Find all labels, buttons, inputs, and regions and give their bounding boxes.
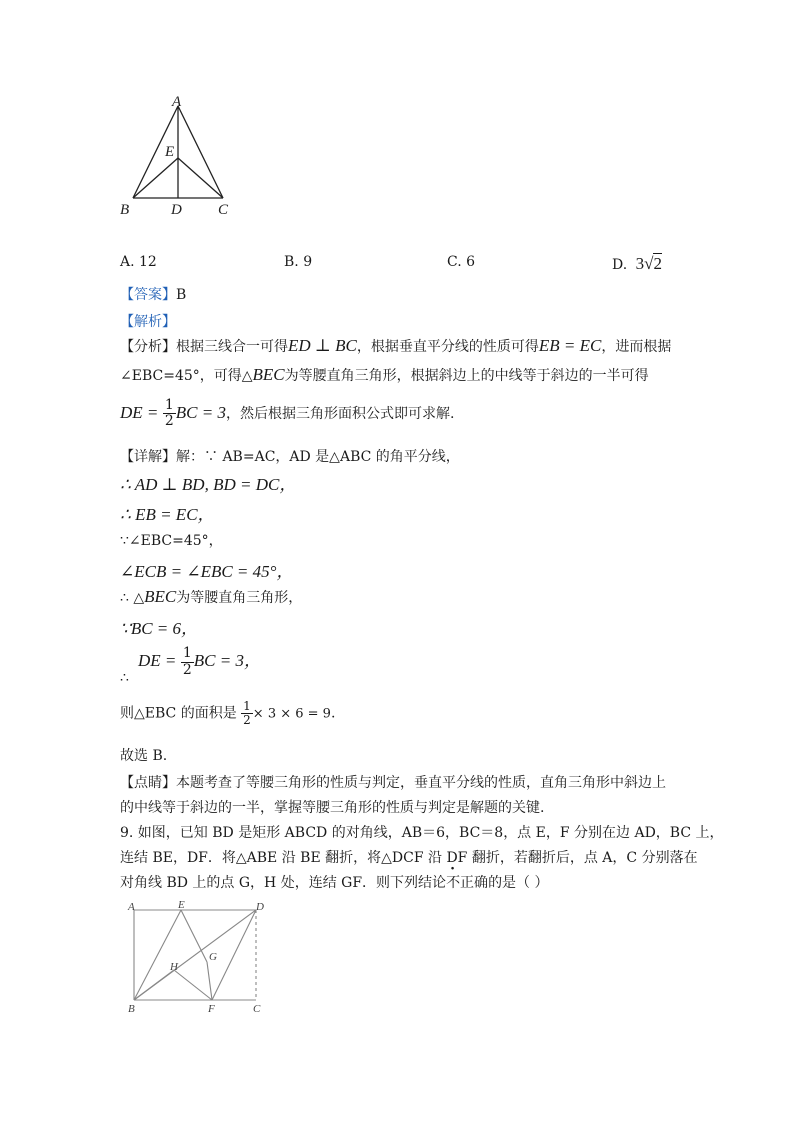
frac-num: 1 (182, 645, 192, 662)
detail-math: BC = 3， (193, 651, 261, 670)
dianjing-line-2: 的中线等于斜边的一半，掌握等腰三角形的性质与判定是解题的关键. (120, 800, 545, 816)
label-a: A (172, 94, 182, 110)
q9-line-2: 连结 BE，DF．将△ABE 沿 BE 翻折，将△DCF 沿 DF 翻折，若翻折后，点 A，C 分别落在 (120, 850, 698, 866)
q9-text: 对角线 BD 上的点 G，H 处，连结 GF．则下列结论 (120, 875, 447, 891)
line-fh (174, 970, 212, 1000)
fenxi-text: 为等腰直角三角形，根据斜边上的中线等于斜边的一半可得 (284, 368, 649, 384)
label-b: B (128, 1003, 135, 1015)
dianjing-line-1 (120, 772, 666, 792)
label-f: F (208, 1003, 215, 1015)
label-e: E (165, 144, 175, 160)
detail-text: × 3 × 6 = 9 (252, 706, 331, 722)
fenxi-math: ED ⊥ BC (288, 336, 357, 355)
detail-math: BEC (144, 587, 177, 606)
fenxi-line-3 (120, 398, 454, 430)
frac-num: 1 (243, 699, 251, 713)
detail-text: 则△EBC 的面积是 (120, 705, 237, 722)
q9-emphasis: 不正确 (446, 875, 489, 891)
option-c: C. 6 (447, 254, 476, 270)
fenxi-math: BC = 3 (175, 402, 226, 422)
line-eg (181, 910, 207, 962)
line-bh (134, 970, 174, 1000)
line-be (134, 910, 181, 1000)
detail-tag: 【详解】 (120, 449, 176, 465)
option-d (612, 254, 662, 274)
detail-therefore: ∴ (120, 670, 129, 686)
rectangle-figure (122, 898, 272, 1020)
label-b: B (120, 202, 130, 218)
option-d-value: 3 (635, 254, 645, 273)
detail-line-10: 故选 B. (120, 748, 168, 764)
fenxi-text: ∠EBC=45°，可得△ (120, 368, 253, 384)
detail-line-7: ∵BC = 6， (120, 619, 199, 638)
detail-line-4: ∵∠EBC=45°， (120, 533, 223, 549)
answer-line (120, 284, 186, 304)
detail-text: . (330, 705, 336, 722)
fenxi-text: ，然后根据三角形面积公式即可求解. (225, 405, 455, 422)
dianjing-text: 本题考查了等腰三角形的性质与判定，垂直平分线的性质，直角三角形中斜边上 (176, 775, 666, 791)
detail-line-9 (120, 700, 335, 727)
frac-num: 1 (164, 397, 174, 413)
q9-text: 的是（ ） (488, 875, 549, 891)
label-g: G (209, 951, 217, 963)
line-ec (178, 158, 223, 198)
fraction-half (241, 700, 253, 727)
fenxi-math: EB = EC (538, 336, 602, 355)
label-a: A (128, 901, 135, 913)
q9-line-1: 9. 如图，已知 BD 是矩形 ABCD 的对角线，AB＝6，BC＝8，点 E，F 分别在边 AD，BC 上， (120, 825, 724, 841)
detail-line-3: ∴ EB = EC， (120, 505, 215, 524)
detail-math: DE = (138, 651, 177, 670)
option-b: B. 9 (284, 254, 313, 270)
detail-text: ∴ △ (120, 590, 145, 606)
line-ac (178, 106, 223, 198)
answer-tag: 【答案】 (120, 287, 176, 303)
frac-den: 2 (182, 661, 192, 678)
fraction-half (163, 398, 176, 430)
detail-line-1 (120, 446, 460, 466)
option-a: A. 12 (120, 254, 157, 270)
label-c: C (218, 202, 229, 218)
fenxi-math: BEC (252, 365, 285, 384)
line-eb (133, 158, 178, 198)
label-d: D (256, 901, 264, 913)
fenxi-text: ，根据垂直平分线的性质可得 (356, 339, 539, 355)
q9-line-3 (120, 872, 549, 892)
detail-text: 为等腰直角三角形， (176, 590, 303, 606)
label-c: C (253, 1003, 261, 1015)
fenxi-tag: 【分析】 (120, 339, 176, 355)
frac-den: 2 (164, 413, 174, 430)
fenxi-line-1 (120, 336, 671, 356)
fenxi-line-2 (120, 365, 649, 385)
fenxi-math: DE = (120, 402, 159, 422)
line-df (212, 910, 256, 1000)
label-e: E (178, 899, 185, 911)
line-gf (207, 962, 212, 1000)
fenxi-text: ，进而根据 (601, 339, 672, 355)
detail-line-5: ∠ECB = ∠EBC = 45°， (120, 562, 294, 581)
detail-line-8 (138, 646, 261, 678)
fenxi-text: 根据三线合一可得 (176, 339, 288, 355)
dianjing-tag: 【点睛】 (120, 775, 176, 791)
fraction-half (181, 646, 194, 678)
label-d: D (171, 202, 182, 218)
label-h: H (170, 961, 178, 973)
sqrt-sign: √ (644, 254, 654, 273)
detail-text: 解：∵ AB=AC，AD 是△ABC 的角平分线， (176, 449, 460, 465)
detail-line-2: ∴ AD ⊥ BD, BD = DC， (120, 475, 297, 494)
analysis-tag: 【解析】 (120, 314, 176, 330)
triangle-figure (110, 90, 250, 220)
option-d-radicand: 2 (653, 254, 662, 273)
answer-value: B (176, 287, 187, 303)
frac-den: 2 (243, 713, 251, 728)
option-d-prefix: D. (612, 257, 628, 273)
detail-line-6 (120, 587, 302, 607)
